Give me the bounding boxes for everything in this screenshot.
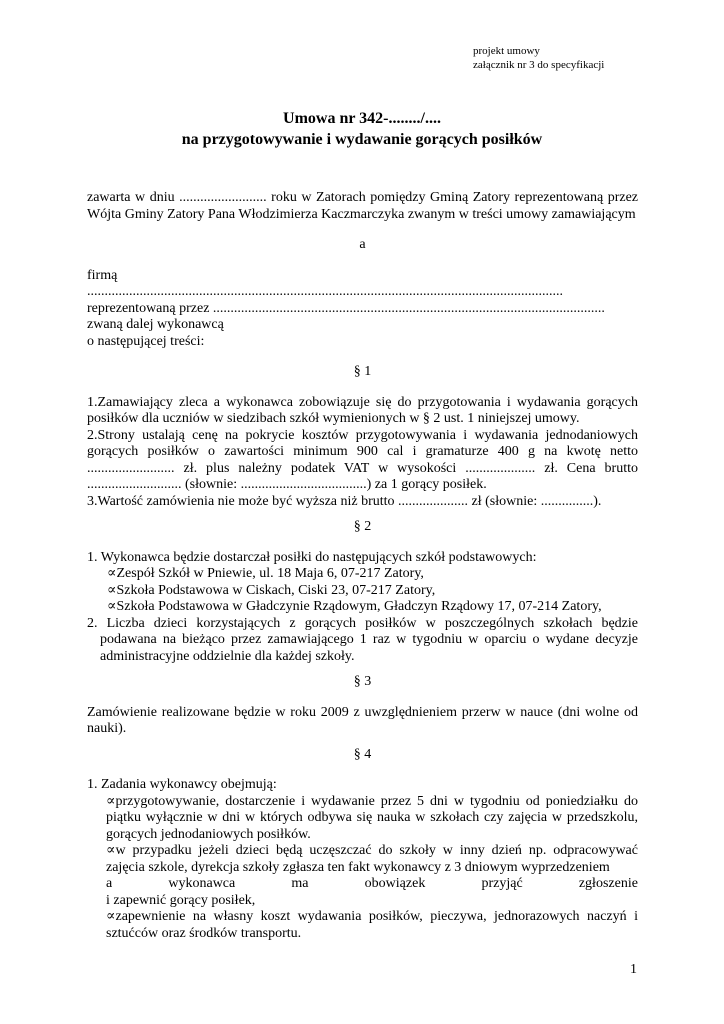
section3-text: Zamówienie realizowane będzie w roku 2009 z uwzględnieniem przerw w nauce (dni wolne od nauki).: [87, 704, 638, 736]
spread-word: wykonawca: [168, 876, 236, 891]
school-name: Szkoła Podstawowa w Gładczynie Rządowym, Gładczyn Rządowy 17, 07-214 Zatory,: [116, 599, 602, 614]
contractor-line: zwaną dalej wykonawcą: [87, 317, 224, 332]
duty-text: zapewnienie na własny koszt wydawania posiłków, pieczywa, jednorazowych naczyń i sztućców oraz środków transportu.: [106, 909, 638, 941]
section4-heading: § 4: [353, 746, 372, 762]
section4-item1: 1. Zadania wykonawcy obejmują:: [87, 777, 277, 792]
section1-item3: 3.Wartość zamówienia nie może być wyższa niż brutto .................... zł (słownie: ...............).: [87, 493, 602, 509]
page-number: 1: [630, 962, 637, 977]
spread-word: przyjąć: [481, 876, 523, 891]
list-item: [106, 794, 638, 844]
school-name: Szkoła Podstawowa w Ciskach, Ciski 23, 07-217 Zatory,: [116, 582, 436, 598]
duty-text: w przypadku jeżeli dzieci będą uczęszczać do szkoły w inny dzień np. odpracowywać zajęcia szkole, dyrekcja szkoły zgłasza ten fakt wykonawcy z 3 dniowym wyprzedzeniem: [106, 843, 638, 875]
bullet-icon: ∝: [106, 909, 116, 924]
duties-list: [106, 794, 638, 943]
section2-item1: 1. Wykonawca będzie dostarczał posiłki do następujących szkół podstawowych:: [87, 549, 537, 565]
list-item: [107, 583, 638, 600]
bullet-icon: ∝: [106, 793, 116, 809]
representative-line: reprezentowaną przez ................................................................................................................: [87, 300, 605, 316]
header-note-line2: załącznik nr 3 do specyfikacji: [473, 59, 605, 71]
firm-label: firmą: [87, 267, 118, 283]
following-line: o następującej treści:: [87, 333, 205, 349]
title-line1: Umowa nr 342-......../....: [283, 110, 441, 127]
school-list: [107, 566, 638, 616]
list-item: [107, 599, 638, 616]
spread-word: zgłoszenie: [578, 876, 638, 891]
title-line2: na przygotowywanie i wydawanie gorących posiłków: [181, 131, 543, 148]
list-item: [107, 566, 638, 583]
contract-title: [0, 108, 724, 150]
firm-dots-line: ........................................................................................................................................: [87, 284, 563, 299]
header-note: [473, 44, 703, 72]
school-name: Zespół Szkół w Pniewie, ul. 18 Maja 6, 07-217 Zatory,: [116, 566, 424, 581]
intro-paragraph: zawarta w dniu ......................... roku w Zatorach pomiędzy Gminą Zatory reprezentowaną przez Wójta Gminy Zatory Pana Włodzimierza Kaczmarczyka zwanym w treści umowy zamawiającym: [87, 190, 638, 222]
spread-word: a: [106, 876, 113, 891]
section3-heading: § 3: [353, 674, 372, 689]
section1-item1: 1.Zamawiający zleca a wykonawca zobowiązuje się do przygotowania i wydawania gorących posiłków dla uczniów w siedzibach szkół wymienionych w § 2 ust. 1 niniejszej umowy.: [87, 394, 638, 426]
spread-word: ma: [291, 876, 309, 891]
intro-and: a: [359, 237, 366, 252]
bullet-icon: ∝: [106, 843, 116, 858]
list-item: [106, 843, 638, 876]
section1-heading: § 1: [353, 364, 372, 379]
duty-tail: i zapewnić gorący posiłek,: [106, 892, 256, 908]
bullet-icon: ∝: [107, 599, 117, 614]
contract-body: [87, 190, 638, 942]
section2-heading: § 2: [353, 519, 372, 534]
list-item: [106, 909, 638, 942]
bullet-icon: ∝: [107, 566, 117, 581]
section2-item2: 2. Liczba dzieci korzystających z gorących posiłków w poszczególnych szkołach będzie podawana na bieżąco przez zamawiającego 1 raz w tygodniu w oparciu o wydane decyzje administracyjne oddzielnie dla każdej szkoły.: [87, 615, 638, 664]
section1-item2: 2.Strony ustalają cenę na pokrycie kosztów przygotowywania i wydawania jednodaniowych gorących posiłków o zawartości minimum 900 cal i gramaturze 400 g na kwotę netto ......................... zł. plus należny podatek VAT w wysokości .................... zł. Cena brutto ........................... (słownie: ....................................) za 1 gorący posiłek.: [87, 427, 638, 492]
duty-text: przygotowywanie, dostarczenie i wydawanie przez 5 dni w tygodniu od poniedziałku do piątku wyłącznie w dni w których odbywa się nauka w szkołach czy zajęcia w przedszkolu, gorących jednodaniowych posiłków.: [106, 793, 638, 842]
spread-line: [106, 876, 638, 893]
header-note-line1: projekt umowy: [473, 45, 540, 57]
bullet-icon: ∝: [107, 582, 117, 598]
spread-word: obowiązek: [364, 876, 426, 891]
